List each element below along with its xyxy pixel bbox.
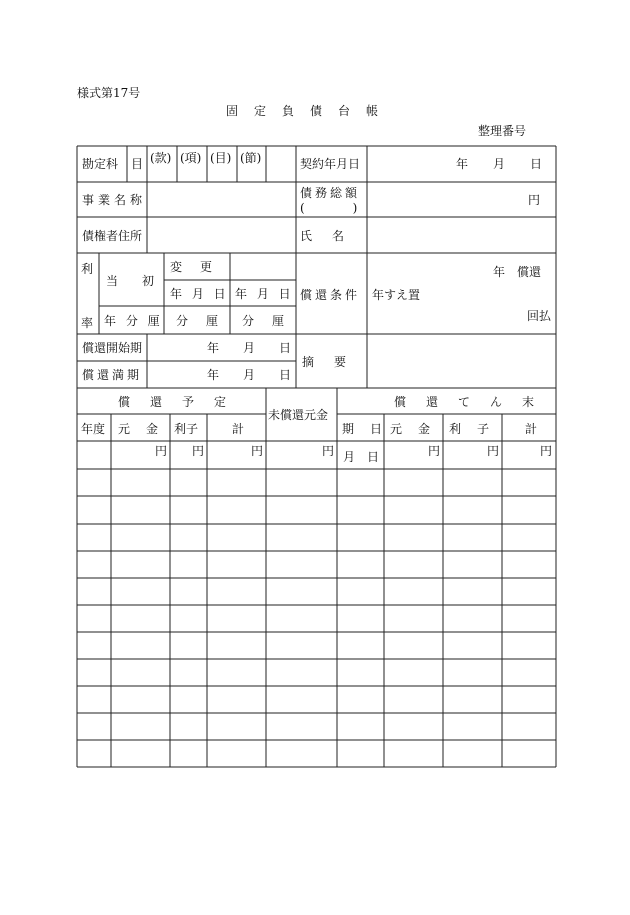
col-principal-actual: 元 金 xyxy=(390,422,433,436)
unit-yen-interest: 円 xyxy=(192,444,205,458)
year-repayment-label: 年 償還 xyxy=(493,265,542,279)
repayment-terms-label: 償還条件 xyxy=(300,288,361,302)
installments-label: 回払 xyxy=(527,309,552,323)
rate-change-ymd-1: 年 月 日 xyxy=(170,287,229,301)
repayment-start-date: 年 月 日 xyxy=(207,341,292,355)
rate-initial-label: 当 初 xyxy=(106,274,155,288)
form-number: 様式第17号 xyxy=(77,86,141,100)
name-label: 氏 名 xyxy=(300,229,349,243)
rate-change-ymd-2: 年 月 日 xyxy=(235,287,294,301)
contract-date-month: 月 xyxy=(493,157,506,171)
repayment-start-label: 償還開始期 xyxy=(82,341,143,355)
debt-total-label: 債務総額 xyxy=(300,186,361,200)
unredeemed-principal-label: 未償還元金 xyxy=(268,408,329,422)
repayment-maturity-date: 年 月 日 xyxy=(207,368,292,382)
rate-ritsu: 率 xyxy=(81,316,94,330)
creditor-address-label: 債権者住所 xyxy=(82,229,143,243)
summary-label: 摘 要 xyxy=(302,355,351,369)
repayment-maturity-label: 償還満期 xyxy=(82,368,143,382)
unit-yen-actual-total: 円 xyxy=(540,444,553,458)
reference-number-label: 整理番号 xyxy=(478,124,527,138)
col-principal-planned: 元 金 xyxy=(118,422,161,436)
account-label: 勘定科 xyxy=(82,157,119,171)
setsu-label: (節) xyxy=(240,151,262,165)
actual-repayment-label: 償 還 て ん 末 xyxy=(394,395,539,409)
col-interest-planned: 利子 xyxy=(174,422,199,436)
col-year: 年度 xyxy=(81,422,106,436)
kan-label: (款) xyxy=(150,151,172,165)
rate-ri: 利 xyxy=(81,262,94,276)
col-due-date: 期 日 xyxy=(342,422,385,436)
rate-change-label: 変 更 xyxy=(170,260,216,274)
contract-date-year: 年 xyxy=(456,157,469,171)
page-title: 固 定 負 債 台 帳 xyxy=(226,104,381,118)
unit-yen-actual-interest: 円 xyxy=(487,444,500,458)
unit-yen-principal: 円 xyxy=(155,444,168,458)
debt-total-yen: 円 xyxy=(528,193,541,207)
debt-total-paren: ( ) xyxy=(300,201,361,215)
rate-change-value-1: 分 厘 xyxy=(176,314,222,328)
unit-month-day: 月 日 xyxy=(343,450,380,464)
moku-paren-label: (目) xyxy=(210,151,232,165)
col-total-planned: 計 xyxy=(232,422,245,436)
project-name-label: 事業名称 xyxy=(82,193,147,207)
unit-yen-actual-principal: 円 xyxy=(428,444,441,458)
grace-period-label: 年すえ置 xyxy=(372,288,421,302)
kou-label: (項) xyxy=(180,151,202,165)
moku-label: 目 xyxy=(131,157,144,171)
rate-initial-value: 年 分 厘 xyxy=(104,314,163,328)
planned-repayment-label: 償 還 予 定 xyxy=(118,395,231,409)
contract-date-day: 日 xyxy=(530,157,543,171)
unit-yen-total: 円 xyxy=(251,444,264,458)
unit-yen-unredeemed: 円 xyxy=(322,444,335,458)
col-total-actual: 計 xyxy=(525,422,538,436)
contract-date-label: 契約年月日 xyxy=(300,157,361,171)
rate-change-value-2: 分 厘 xyxy=(242,314,288,328)
col-interest-actual: 利 子 xyxy=(449,422,492,436)
